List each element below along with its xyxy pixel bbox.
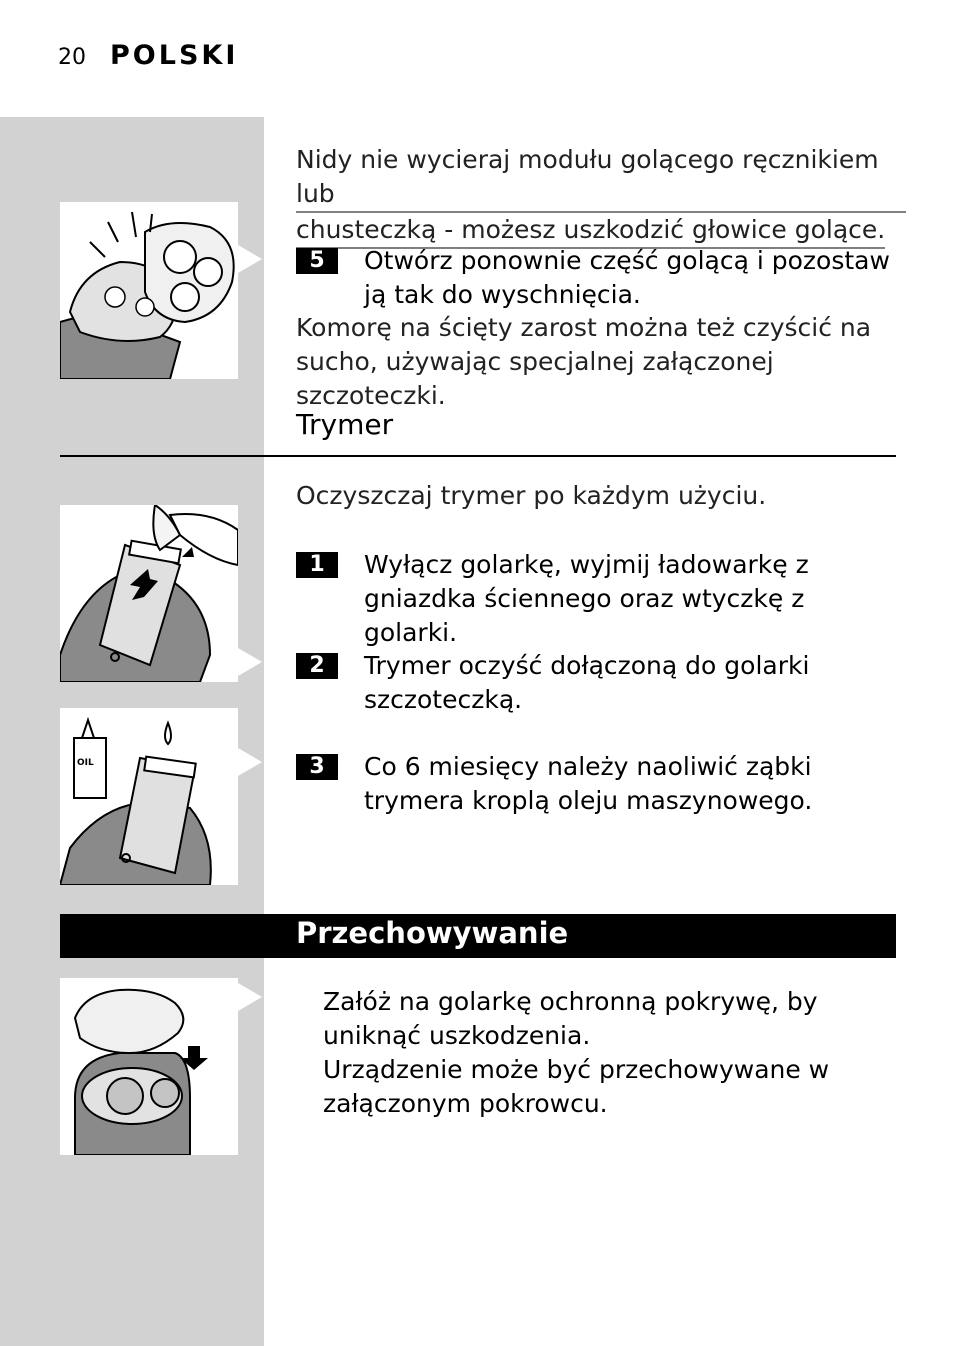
storage-heading: Przechowywanie [296,916,569,950]
figure-pointer [238,983,262,1011]
step-3 [296,750,904,818]
storage-line: uniknąć uszkodzenia. [323,1021,591,1050]
step-5 [296,244,904,312]
figure-pointer [238,748,262,776]
section-divider [60,455,896,457]
dry-cleaning-note: Komorę na ścięty zarost można też czyścić na sucho, używając specjalnej załączonej szczoteczki. [296,313,872,410]
open-shaving-unit-illustration [60,202,238,379]
language-label: POLSKI [110,40,239,71]
step-text: Otwórz ponownie część golącą i pozostaw ją tak do wyschnięcia. [364,246,890,309]
oil-bottle-label: OIL [77,758,94,768]
step-number-badge: 3 [296,754,338,780]
step-1 [296,548,904,650]
trimmer-brush-illustration [60,505,238,682]
figure-pointer [238,648,262,676]
page-number: 20 [58,45,86,70]
note-line: Nidy nie wycieraj modułu golącego ręcznikiem lub [296,143,906,213]
storage-text [323,985,903,1121]
figure-pointer [238,245,262,273]
storage-heading-bar [60,914,896,958]
step-number-badge: 2 [296,653,338,679]
trimmer-intro: Oczyszczaj trymer po każdym użyciu. [296,481,767,510]
trimmer-heading: Trymer [296,408,394,441]
trimmer-oil-illustration [60,708,238,885]
note-line: chusteczką - możesz uszkodzić głowice golące. [296,213,885,249]
page-header [58,40,238,74]
storage-line: Załóż na golarkę ochronną pokrywę, by [323,987,818,1016]
step-text: Trymer oczyść dołączoną do golarki szczoteczką. [364,651,810,714]
storage-line: załączonym pokrowcu. [323,1089,608,1118]
storage-line: Urządzenie może być przechowywane w [323,1055,830,1084]
step-text: Co 6 miesięcy należy naoliwić ząbki trymera kroplą oleju maszynowego. [364,752,813,815]
step-number-badge: 5 [296,248,338,274]
step-number-badge: 1 [296,552,338,578]
protection-cap-illustration [60,978,238,1155]
towel-warning-note [296,143,906,249]
step-2 [296,649,904,717]
step-text: Wyłącz golarkę, wyjmij ładowarkę z gniazdka ściennego oraz wtyczkę z golarki. [364,550,809,647]
